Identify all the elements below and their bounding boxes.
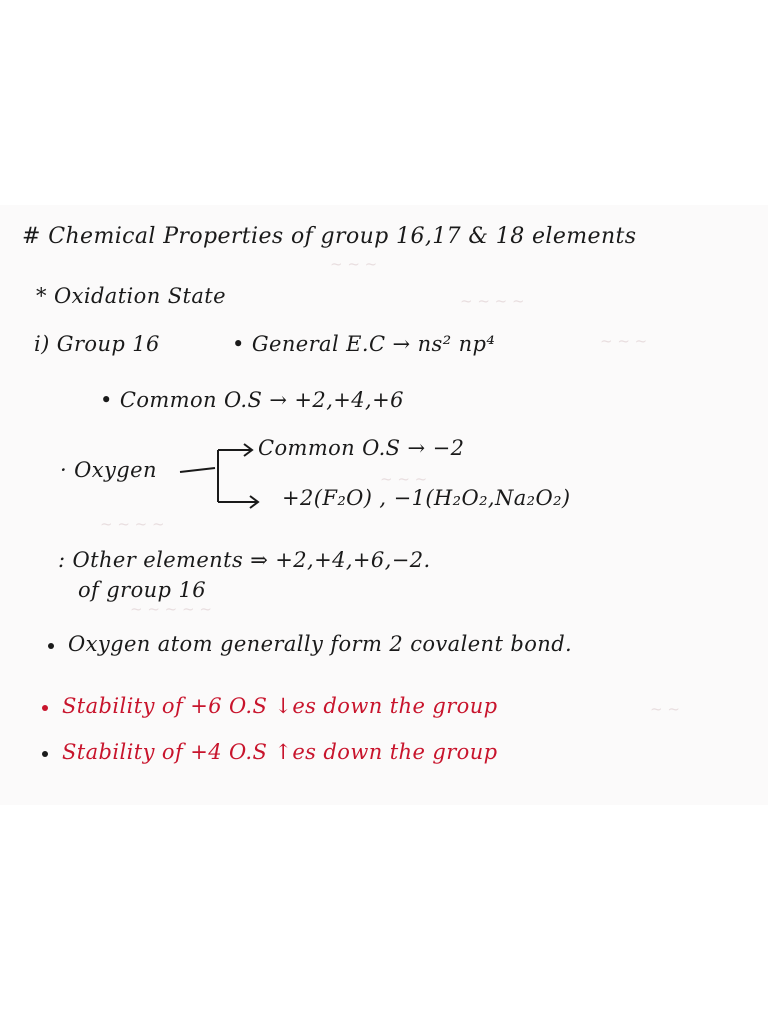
oxygen-common-os: Common O.S → −2	[258, 436, 465, 460]
stability-note-plus4	[42, 740, 497, 764]
group-label: i) Group 16	[34, 332, 160, 356]
section-title: * Oxidation State	[36, 284, 226, 308]
stability-plus6-text: Stability of +6 O.S ↓es down the group	[62, 694, 498, 718]
bullet-icon	[48, 643, 54, 649]
other-elements-os: : Other elements ⇒ +2,+4,+6,−2.	[58, 548, 431, 572]
stability-note-plus6	[42, 694, 497, 718]
other-elements-os-cont: of group 16	[78, 578, 206, 602]
bleed-through-mark: ~ ~ ~ ~ ~	[130, 600, 212, 618]
oxygen-label: · Oxygen	[60, 458, 157, 482]
bleed-through-mark: ~ ~ ~ ~	[460, 292, 525, 310]
bullet-icon	[42, 751, 48, 757]
covalent-bond-text: Oxygen atom generally form 2 covalent bond.	[68, 632, 573, 656]
covalent-bond-note	[48, 632, 572, 656]
bleed-through-mark: ~ ~ ~	[330, 255, 378, 273]
general-electronic-configuration: • General E.C → ns² np⁴	[232, 332, 496, 356]
bullet-icon	[42, 705, 48, 711]
bleed-through-mark: ~ ~	[650, 700, 680, 718]
stability-plus4-text: Stability of +4 O.S ↑es down the group	[62, 740, 498, 764]
oxygen-other-os: +2(F₂O) , −1(H₂O₂,Na₂O₂)	[282, 486, 571, 510]
bleed-through-mark: ~ ~ ~	[600, 332, 648, 350]
bleed-through-mark: ~ ~ ~ ~	[100, 515, 165, 533]
bleed-through-mark: ~ ~ ~	[380, 470, 428, 488]
common-oxidation-states: • Common O.S → +2,+4,+6	[100, 388, 404, 412]
page-heading: # Chemical Properties of group 16,17 & 18 elements	[22, 224, 637, 249]
